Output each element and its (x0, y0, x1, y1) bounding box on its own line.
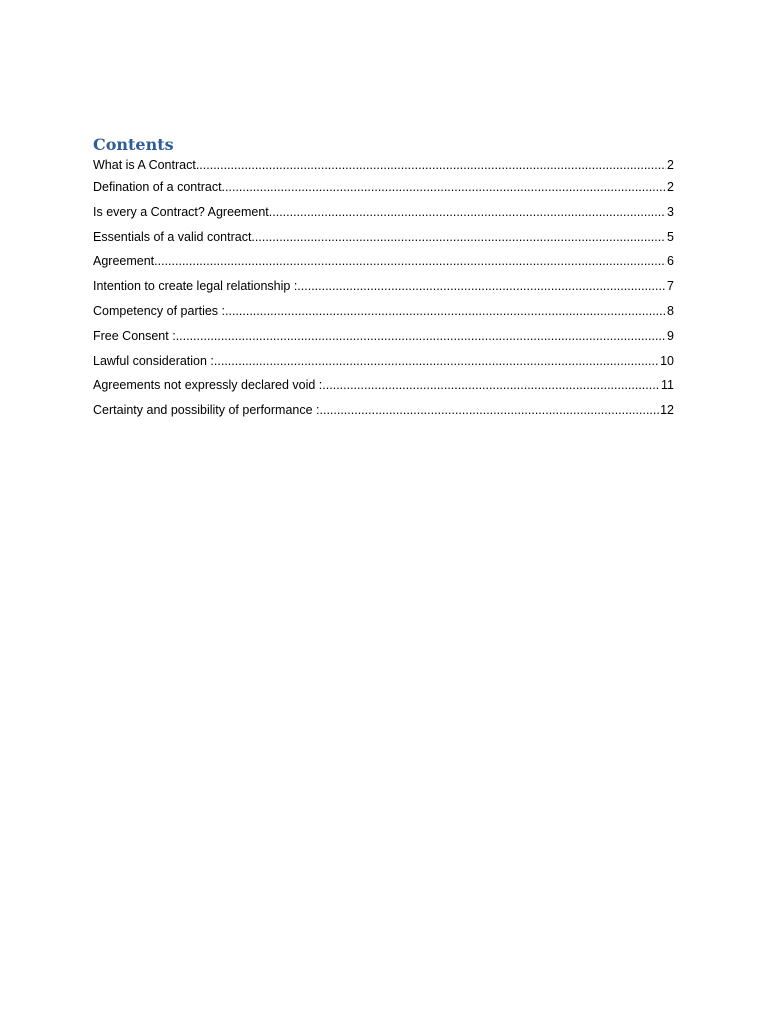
toc-entry-what-is-a-contract[interactable] (93, 156, 674, 178)
toc-entry-title: Certainty and possibility of performance : (93, 403, 320, 418)
toc-entry-free-consent[interactable] (93, 327, 674, 352)
toc-entry-title: Is every a Contract? Agreement (93, 204, 269, 219)
toc-entry-title: Free Consent : (93, 328, 176, 343)
toc-entry-title: Agreements not expressly declared void : (93, 378, 323, 393)
toc-dot-leader (269, 203, 666, 221)
toc-entry-page: 3 (667, 204, 674, 219)
toc-entry-title: What is A Contract (93, 158, 196, 172)
toc-dot-leader (297, 277, 666, 295)
toc-entry-essentials-of-a-valid-contract[interactable] (93, 228, 674, 253)
toc-list (93, 156, 674, 426)
toc-dot-leader (322, 376, 660, 394)
toc-entry-page: 9 (667, 328, 674, 343)
toc-entry-lawful-consideration[interactable] (93, 352, 674, 377)
toc-entry-title: Defination of a contract (93, 180, 222, 194)
toc-entry-page: 5 (667, 229, 674, 244)
toc-entry-title: Agreement (93, 254, 155, 269)
toc-dot-leader (196, 156, 666, 174)
toc-entry-page: 10 (660, 353, 674, 368)
toc-dot-leader (320, 401, 660, 419)
toc-dot-leader (214, 352, 659, 370)
toc-entry-defination-of-a-contract[interactable] (93, 178, 674, 203)
toc-entry-page: 6 (667, 254, 674, 269)
toc-entry-title: Competency of parties : (93, 303, 226, 318)
toc-entry-title: Essentials of a valid contract (93, 229, 252, 244)
toc-entry-title: Intention to create legal relationship : (93, 279, 298, 294)
toc-entry-page: 2 (667, 158, 674, 172)
toc-entry-page: 12 (660, 403, 674, 418)
toc-entry-page: 7 (667, 279, 674, 294)
toc-entry-agreements-not-expressly-declared-void[interactable] (93, 376, 674, 401)
toc-entry-certainty-and-possibility-of-performance[interactable] (93, 401, 674, 426)
toc-entry-intention-to-create-legal-relationship[interactable] (93, 277, 674, 302)
toc-entry-is-every-a-contract-agreement[interactable] (93, 203, 674, 228)
toc-heading: Contents (93, 135, 174, 154)
toc-dot-leader (251, 228, 666, 246)
toc-entry-page: 8 (667, 303, 674, 318)
toc-entry-competency-of-parties[interactable] (93, 302, 674, 327)
toc-entry-page: 11 (661, 378, 674, 393)
toc-entry-agreement[interactable] (93, 252, 674, 277)
table-of-contents (93, 134, 674, 426)
toc-dot-leader (154, 252, 666, 270)
toc-entry-title: Lawful consideration : (93, 353, 214, 368)
toc-dot-leader (225, 302, 666, 320)
toc-dot-leader (176, 327, 666, 345)
toc-dot-leader (222, 178, 667, 196)
toc-entry-page: 2 (667, 180, 674, 194)
